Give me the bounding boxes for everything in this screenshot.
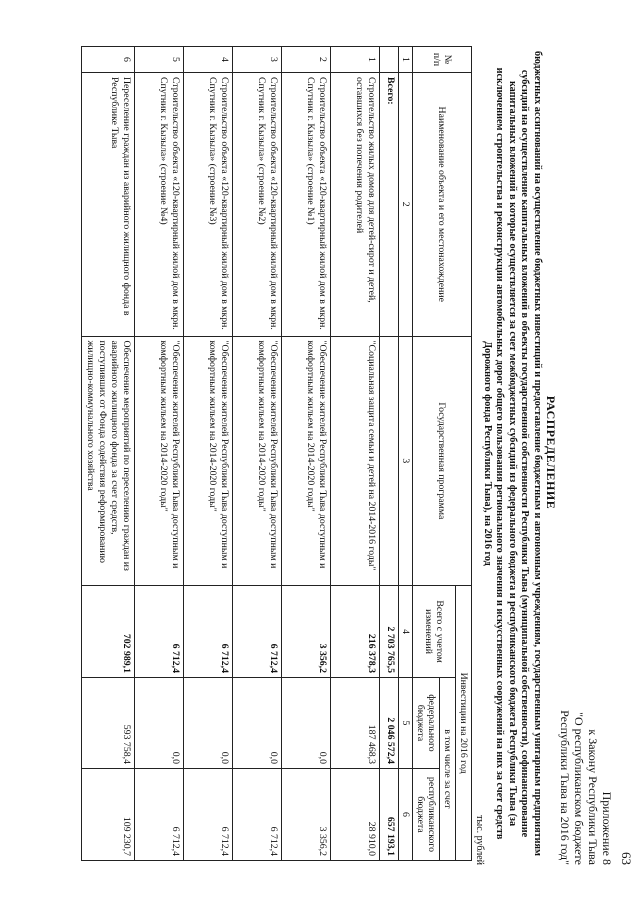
header-including: в том числе за счет	[440, 678, 456, 861]
row-total: 6 712,4	[184, 586, 233, 678]
row-federal: 0,0	[135, 678, 184, 769]
page-number: 63	[619, 852, 634, 865]
appendix-line-1: Приложение 8	[600, 791, 614, 865]
distribution-table	[81, 46, 472, 861]
header-program: Государственная программа	[413, 336, 472, 586]
row-object-name: Строительство объекта «120-квартирный жилой дом в мкрн. Спутник г. Кызыла» (строение №1)	[282, 72, 331, 336]
header-num: № п/п	[413, 47, 472, 73]
header-total: Всего с учетом изменений	[413, 586, 456, 678]
table-row	[184, 47, 233, 861]
appendix-line-2: к Закону Республики Тыва	[586, 729, 600, 865]
row-total: 216 378,3	[331, 586, 380, 678]
table-row	[282, 47, 331, 861]
column-index: 6	[399, 768, 413, 860]
row-total: 3 356,2	[282, 586, 331, 678]
row-num: 4	[184, 47, 233, 73]
row-object-name: Строительство объекта «120-квартирный жилой дом в мкрн. Спутник г. Кызыла» (строение №4)	[135, 72, 184, 336]
unit-label: тыс. рублей	[474, 815, 485, 865]
row-total: 702 989,1	[82, 586, 135, 678]
document-title: РАСПРЕДЕЛЕНИЕ	[544, 395, 558, 510]
row-republican: 28 910,0	[331, 768, 380, 860]
row-program: "Социальная защита семьи и детей на 2014-2016 годы"	[331, 336, 380, 586]
header-name: Наименование объекта и его местонахождение	[413, 72, 472, 336]
row-object-name: Строительство объекта «120-квартирный жилой дом в мкрн. Спутник г. Кызыла» (строение №3)	[184, 72, 233, 336]
row-program: "Обеспечение жителей Республики Тыва доступным и комфортным жильем на 2014-2020 годы"	[233, 336, 282, 586]
row-num: 6	[82, 47, 135, 73]
total-label: Всего:	[380, 72, 399, 336]
row-num: 2	[282, 47, 331, 73]
row-federal: 0,0	[184, 678, 233, 769]
row-num: 1	[331, 47, 380, 73]
row-republican: 6 712,4	[184, 768, 233, 860]
total-program-cell	[380, 336, 399, 586]
column-index-row	[399, 47, 413, 861]
column-index: 4	[399, 586, 413, 678]
table-row	[82, 47, 135, 861]
row-num: 5	[135, 47, 184, 73]
column-index: 3	[399, 336, 413, 586]
row-federal: 187 468,3	[331, 678, 380, 769]
header-federal: федерального бюджета	[413, 678, 440, 769]
row-federal: 0,0	[282, 678, 331, 769]
total-sum: 2 703 765,5	[380, 586, 399, 678]
row-program: "Обеспечение жителей Республики Тыва доступным и комфортным жильем на 2014-2020 годы"	[135, 336, 184, 586]
column-index: 1	[399, 47, 413, 73]
column-index: 2	[399, 72, 413, 336]
header-republican: республиканского бюджета	[413, 768, 440, 860]
row-total: 6 712,4	[233, 586, 282, 678]
document-subtitle: бюджетных ассигнований на осуществление бюджетных инвестиций и предоставление бюджетным и автономным учреждениям, государственным унитарным предприятиям субсидий на осуществление капитальных вложений в объекты государственной собственности Республики Тыва (муниципальной собственности), софинансирование капитальных вложений в которые осуществляется за счет межбюджетных субсидий из федерального бюджета и республиканского бюджета Республики Тыва (за исключением строительства и реконструкции автомобильных дорог общего пользования регионального значения и искусственных сооружений на них за счет средств Дорожного фонда Республики Тыва), на 2016 год	[482, 51, 543, 856]
row-federal: 0,0	[233, 678, 282, 769]
row-republican: 6 712,4	[233, 768, 282, 860]
total-republican: 657 193,1	[380, 768, 399, 860]
row-program: "Обеспечение жителей Республики Тыва доступным и комфортным жильем на 2014-2020 годы"	[282, 336, 331, 586]
total-row	[380, 47, 399, 861]
total-federal: 2 046 572,4	[380, 678, 399, 769]
row-federal: 593 758,4	[82, 678, 135, 769]
header-investments: Инвестиции на 2016 год	[456, 586, 472, 861]
row-republican: 3 356,2	[282, 768, 331, 860]
row-object-name: Строительство объекта «120-квартирный жилой дом в мкрн. Спутник г. Кызыла» (строение №2)	[233, 72, 282, 336]
row-num: 3	[233, 47, 282, 73]
column-index: 5	[399, 678, 413, 769]
row-program: Обеспечение мероприятий по переселению граждан из аварийного жилищного фонда за счет средств, поступивших от Фонда содействия реформированию жилищно-коммунального хозяйства	[82, 336, 135, 586]
appendix-line-4: Республики Тыва на 2016 год"	[558, 710, 572, 865]
table-row	[233, 47, 282, 861]
total-num-cell	[380, 47, 399, 73]
table-row	[135, 47, 184, 861]
row-object-name: Строительство жилых домов для детей-сирот и детей, оставшихся без попечения родителей	[331, 72, 380, 336]
row-program: "Обеспечение жителей Республики Тыва доступным и комфортным жильем на 2014-2020 годы"	[184, 336, 233, 586]
row-republican: 6 712,4	[135, 768, 184, 860]
appendix-note	[558, 710, 614, 865]
row-total: 6 712,4	[135, 586, 184, 678]
row-object-name: Переселение граждан из аварийного жилищного фонда в Республике Тыва	[82, 72, 135, 336]
row-republican: 109 230,7	[82, 768, 135, 860]
appendix-line-3: "О республиканском бюджете	[572, 712, 586, 865]
table-row	[331, 47, 380, 861]
